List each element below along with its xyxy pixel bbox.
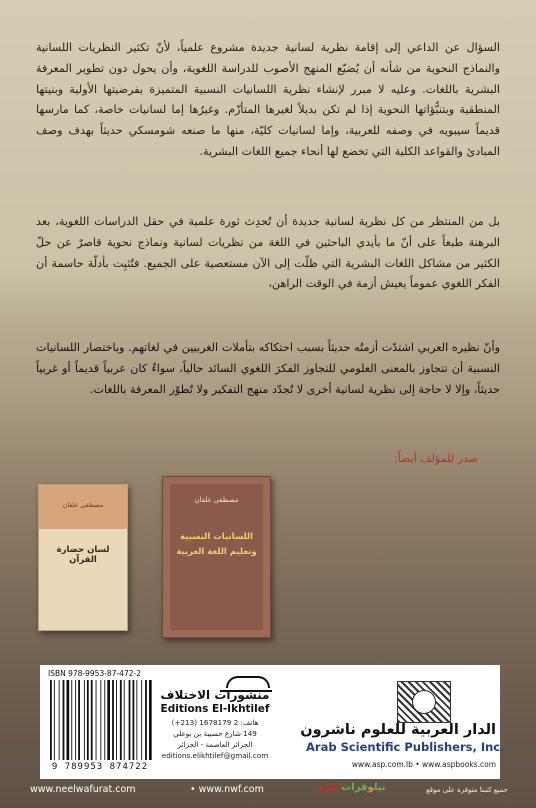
book-cover-panel xyxy=(170,484,263,630)
barcode-bar xyxy=(104,680,105,760)
barcode-bar xyxy=(71,680,72,760)
neel-logo-part: فرات xyxy=(341,782,368,793)
barcode-bar xyxy=(59,680,60,760)
book-author: مصطفى غلفان xyxy=(194,496,239,504)
barcode-icon xyxy=(48,680,152,760)
neel-logo-part: .كوم xyxy=(318,782,342,793)
ikhtilef-name-english: Editions El-Ikhtilef xyxy=(160,703,270,715)
barcode-bar xyxy=(133,680,135,760)
asp-logo-icon xyxy=(397,681,451,723)
barcode-digits: 9 789953 874722 xyxy=(51,762,149,772)
barcode-bar xyxy=(124,680,125,760)
barcode-bar xyxy=(91,680,93,760)
asp-name-arabic: الدار العربية للعلوم ناشرون xyxy=(300,722,496,738)
also-by-author-label: صدر للمؤلف أيضاً: xyxy=(394,452,478,465)
ikhtilef-phone: هاتف: 2 1678179 (213+) xyxy=(171,718,259,727)
barcode-bar xyxy=(54,680,55,760)
barcode-bar xyxy=(136,680,137,760)
barcode-bar xyxy=(50,680,52,760)
asp-websites: www.asp.com.lb • www.aspbooks.com xyxy=(351,760,496,769)
book-title: لسان حضارة القرآن xyxy=(56,545,110,565)
barcode-bar xyxy=(120,680,122,760)
footer-availability-note: جميع كتبنا متوفرة على موقع xyxy=(425,786,508,794)
neel-logo-part: نيل xyxy=(373,782,386,793)
body-paragraph-3: وأنّ نظيره العربي اشتدّت أزمتُه حديثاً بسبب احتكاكه بتأملات الغربيين في لغاتهم. وباختصار اللسانيات النسبية أن تتجاوز بالمعنى العلومي للتجاوز الفكرَ اللغوي السائد حالياً، سواءٌ كان عربياً قديماً أو غربياً حديثاً، وإلا لا حاجة إلى نظرية لسانية أخرى لا تُجدّد منهج التفكير ولا تُطوّر المعرفة باللغات. xyxy=(36,341,500,396)
barcode-bar xyxy=(87,680,89,760)
ikhtilef-email: editions.elikhtilef@gmail.com xyxy=(161,751,269,760)
book-title: اللسانيات النسبية وتعليم اللغة العربية xyxy=(176,532,257,557)
barcode-bar xyxy=(129,680,131,760)
barcode-bar xyxy=(63,680,65,760)
asp-name-english: Arab Scientific Publishers, Inc. xyxy=(306,740,505,754)
barcode-bar xyxy=(149,680,152,760)
footer-website-nwf[interactable]: • www.nwf.com xyxy=(190,784,264,795)
barcode-bar xyxy=(78,680,80,760)
isbn-label: ISBN 978-9953-87-472-2 xyxy=(48,669,141,678)
barcode-bar xyxy=(116,680,117,760)
body-paragraph-2: بل من المنتظر من كل نظرية لسانية جديدة أن تُحدِث ثورة علمية في حقل الدراسات اللغوية، بعد البرهنة طبعاً على أنّ ما بأيدي الباحثين في اللغة من نظريات لسانية ونماذج نحوية قاصرٌ عن حلّ الكثير من مشاكل اللغات البشرية التي ظلّت إلى الآن مستعصية على الجميع. فتُثبِت بأدلّة حاسمة أن الفكر اللغوي عموماً يعيش أزمة في الوقت الراهن، xyxy=(36,215,500,291)
book-author: مصطفى غلفان xyxy=(62,501,104,509)
ikhtilef-address-city: الجزائر العاصمة - الجزائر xyxy=(177,740,253,749)
barcode-bar xyxy=(107,680,110,760)
barcode-bar xyxy=(75,680,76,760)
ikhtilef-address-street: 149 شارع حسيبة بن بوعلي xyxy=(173,729,257,738)
barcode-bar xyxy=(84,680,85,760)
barcode-bar xyxy=(145,680,147,760)
barcode-bar xyxy=(100,680,101,760)
barcode-bar xyxy=(112,680,114,760)
footer-website-neelwafurat[interactable]: www.neelwafurat.com xyxy=(30,784,136,795)
barcode-bar xyxy=(67,680,70,760)
barcode-bar xyxy=(141,680,142,760)
book-cover-relativistic-linguistics xyxy=(162,476,271,638)
body-paragraph-1: السؤال عن الداعي إلى إقامة نظرية لسانية جديدة مشروع علمياً، لأنّ تكثير النظريات اللسانية والنماذج النحوية من شأنه أن يُضيّع المنهج الأصوب للدراسة اللغوية، وأن يحول دون تطوير المعرفة البشرية باللغات. وعليه لا مبرر لإنشاء نظرية اللسانيات النسبية المتميزة بفرضيتها الأولية وبنيتها المنطقية وبتنبُّؤاتها النحوية إذا لم تكن بديلاً لغيرها المتأزّم. وغيرُها إما لسانيات خاصة، كما مارسها قديماً سيبويه في وصفه للعربية، وإما لسانيات كليّة، منها ما صنعه شومسكي حديثاً بهدف وصف المبادئ والقواعد الكلية التي تخضع لها أنحاء جميع اللغات البشرية. xyxy=(36,41,500,158)
ikhtilef-name-arabic: منشورات الاختلاف xyxy=(160,688,270,702)
footer-neelwafurat-logo xyxy=(318,782,386,793)
book-cover-quran-civilization xyxy=(38,484,128,631)
barcode-bar xyxy=(96,680,97,760)
neel-logo-part: و xyxy=(367,782,374,793)
